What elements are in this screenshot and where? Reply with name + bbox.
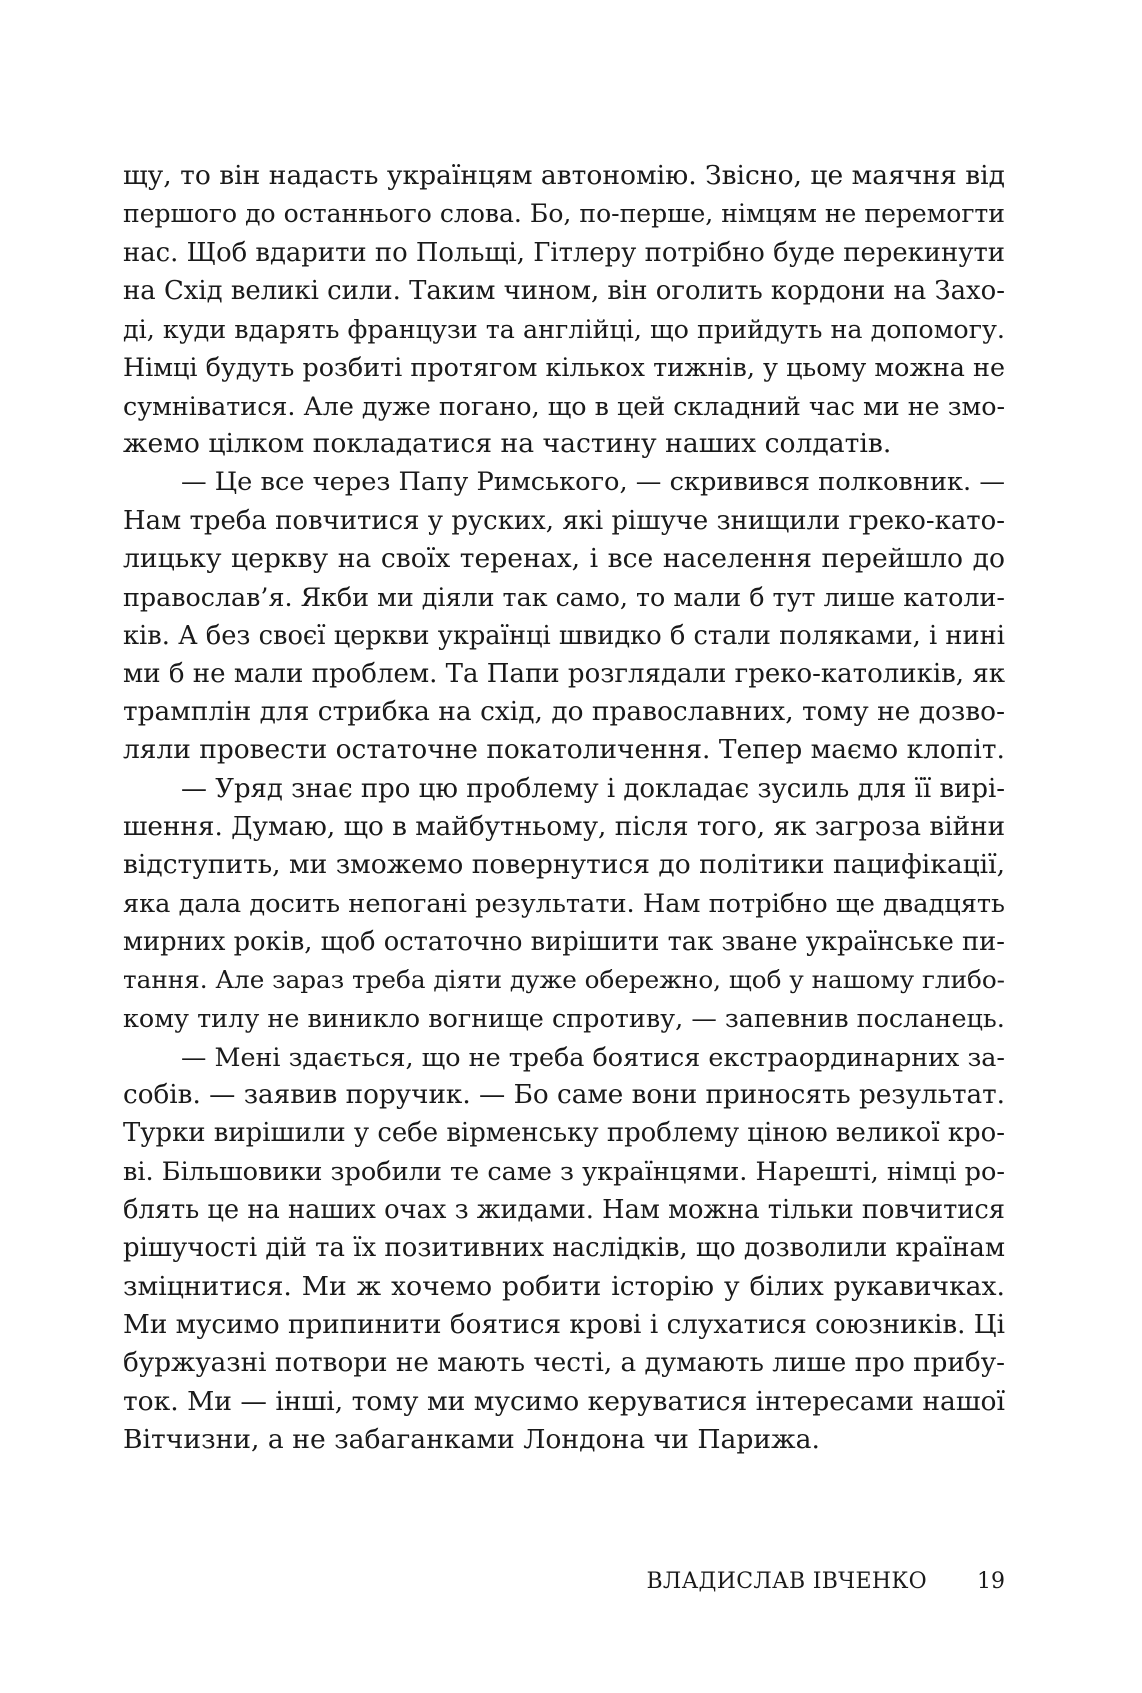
text-line: ток. Ми — інші, тому ми мусимо керуватися інтересами нашої	[123, 1385, 1005, 1417]
text-line: рішучості дій та їх позитивних наслідків, що дозволили країнам	[123, 1233, 1005, 1264]
text-line: — Уряд знає про цю проблему і докладає зусиль для її вирі-	[181, 773, 1005, 804]
running-footer	[646, 1569, 1005, 1594]
text-line: блять це на наших очах з жидами. Нам можна тільки повчитися	[123, 1195, 1005, 1226]
text-line: кому тилу не виникло вогнище спротиву, — запевнив посланець.	[123, 1003, 1005, 1034]
text-line: жемо цілком покладатися на частину наших солдатів.	[123, 428, 892, 460]
text-line: собів. — заявив поручик. — Бо саме вони приносять результат.	[123, 1080, 1005, 1111]
text-line: православ’я. Якби ми діяли так само, то мали б тут лише католи-	[123, 582, 1005, 613]
text-line: тання. Але зараз треба діяти дуже обережно, щоб у нашому глибо-	[123, 965, 1005, 995]
text-line: мирних років, щоб остаточно вирішити так зване українське пи-	[123, 926, 1005, 957]
text-line: першого до останнього слова. Бо, по-перше, німцям не перемогти	[123, 199, 1005, 229]
text-line: нас. Щоб вдарити по Польщі, Гітлеру потрібно буде перекинути	[123, 237, 1005, 268]
text-line: ді, куди вдарять французи та англійці, що прийдуть на допомогу.	[123, 314, 1005, 345]
text-line: — Мені здається, що не треба боятися екстраординарних за-	[181, 1041, 1005, 1072]
text-line: буржуазні потвори не мають честі, а думають лише про прибу-	[123, 1348, 1005, 1379]
text-line: — Це все через Папу Римського, — скривився полковник. —	[181, 467, 1005, 498]
text-line: Вітчизни, а не забаганками Лондона чи Парижа.	[123, 1423, 820, 1455]
body-text	[123, 157, 1005, 1459]
text-line: на Схід великі сили. Таким чином, він оголить кордони на Захо-	[123, 275, 1005, 306]
text-line: Нам треба повчитися у руских, які рішуче знищили греко-като-	[123, 505, 1005, 536]
text-line: Німці будуть розбиті протягом кількох тижнів, у цьому можна не	[123, 352, 1005, 383]
text-line: Ми мусимо припинити боятися крові і слухатися союзників. Ці	[123, 1309, 1005, 1340]
text-line: відступить, ми зможемо повернутися до політики пацифікації,	[123, 849, 1005, 881]
text-line: трамплін для стрибка на схід, до православних, тому не дозво-	[123, 696, 1005, 728]
text-line: зміцнитися. Ми ж хочемо робити історію у білих рукавичках.	[123, 1270, 1005, 1302]
text-line: ми б не мали проблем. Та Папи розглядали греко-католиків, як	[123, 658, 1005, 689]
text-line: сумніватися. Але дуже погано, що в цей складний час ми не змо-	[123, 390, 1005, 421]
text-line: ків. А без своєї церкви українці швидко б стали поляками, і нині	[123, 620, 1005, 651]
text-line: яка дала досить непогані результати. Нам потрібно ще двадцять	[123, 888, 1005, 919]
author-name: ВЛАДИСЛАВ ІВЧЕНКО	[646, 1569, 927, 1594]
text-line: лицьку церкву на своїх теренах, і все населення перейшло до	[123, 542, 1005, 574]
text-line: ві. Більшовики зробили те саме з українцями. Нарешті, німці ро-	[123, 1156, 1005, 1187]
page-number: 19	[977, 1569, 1005, 1594]
text-line: шення. Думаю, що в майбутньому, після того, як загроза війни	[123, 812, 1005, 843]
text-line: ляли провести остаточне покатоличення. Тепер маємо клопіт.	[123, 734, 1005, 766]
text-line: щу, то він надасть українцям автономію. Звісно, це маячня від	[123, 160, 1005, 191]
text-line: Турки вирішили у себе вірменську проблему ціною великої кро-	[123, 1118, 1005, 1149]
